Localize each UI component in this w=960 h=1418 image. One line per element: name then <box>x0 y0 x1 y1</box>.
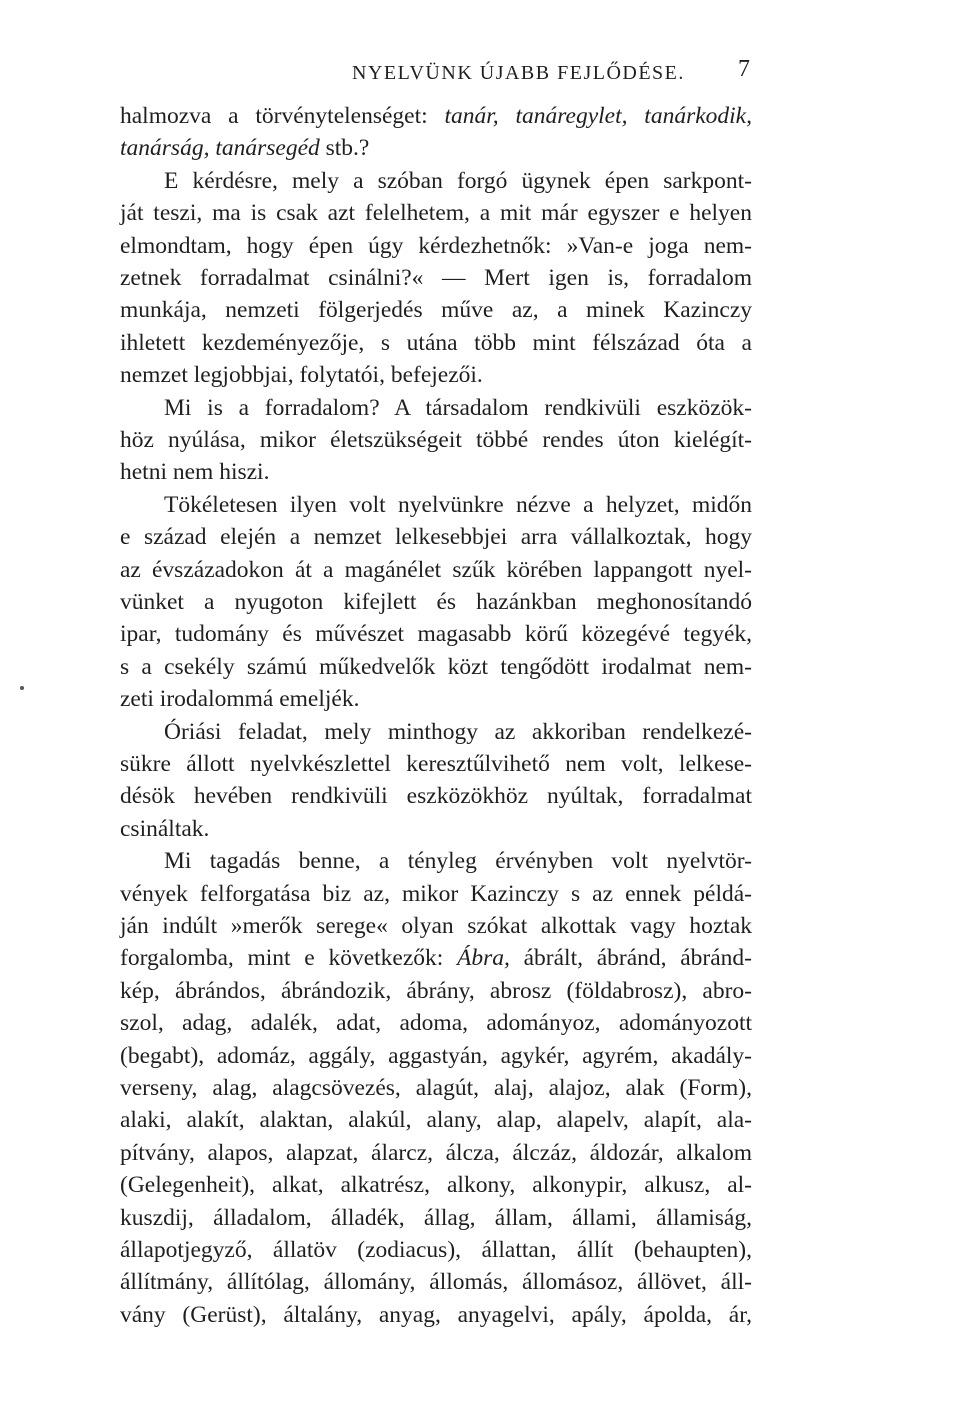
text-line <box>120 556 752 592</box>
text-run: désök hevében rendkivüli eszközökhöz nyúltak, forradalmat <box>120 783 752 810</box>
running-title: NYELVÜNK ÚJABB FEJLŐDÉSE. <box>352 62 685 84</box>
text-line <box>120 1106 752 1142</box>
text-run: kuszdij, álladalom, álladék, állag, állam, állami, államiság, <box>120 1204 752 1231</box>
text-run: verseny, alag, alagcsövezés, alagút, alaj, alajoz, alak (Form), <box>120 1075 752 1101</box>
text-run: (begabt), adomáz, aggály, aggastyán, agykér, agyrém, akadály- <box>120 1042 752 1069</box>
text-run: s a csekély számú műkedvelők közt tengődött irodalmat nem- <box>120 653 752 680</box>
text-run: höz nyúlása, mikor életszükségeit többé rendes úton kielégít- <box>120 427 752 453</box>
italic-term: tanárság, tanársegéd <box>120 135 320 162</box>
text-run: Mi tagadás benne, a tényleg érvényben volt nyelvtör- <box>164 848 752 875</box>
text-line <box>164 167 752 203</box>
text-line <box>120 620 752 656</box>
text-line <box>120 588 752 624</box>
page-number: 7 <box>738 56 750 82</box>
text-run: alaki, alakít, alaktan, alakúl, alany, alap, alapelv, alapít, ala- <box>120 1107 752 1134</box>
text-run: hetni nem hiszi. <box>120 459 270 486</box>
italic-term: tanár, tanáregylet, tanárkodik, <box>444 103 752 129</box>
text-line <box>120 815 752 851</box>
text-line <box>164 491 752 527</box>
text-run: állapotjegyző, állatöv (zodiacus), állattan, állít (behaupten), <box>120 1237 752 1263</box>
text-run: szol, adag, adalék, adat, adoma, adományoz, adományozott <box>120 1010 752 1037</box>
text-line <box>120 361 752 397</box>
text-run: csináltak. <box>120 815 210 842</box>
text-line <box>120 102 752 138</box>
text-line <box>120 296 752 332</box>
text-run: stb.? <box>319 135 370 162</box>
text-run: Tökéletesen ilyen volt nyelvünkre nézve a helyzet, midőn <box>164 491 752 518</box>
text-line <box>120 1074 752 1110</box>
text-line <box>120 685 752 721</box>
text-run: sükre állott nyelvkészlettel keresztűlvihető nem volt, lelkese- <box>120 751 752 777</box>
margin-speck <box>20 686 24 690</box>
text-line <box>120 523 752 559</box>
text-line <box>120 199 752 235</box>
text-run: e század elején a nemzet lelkesebbjei arra vállalkoztak, hogy <box>120 524 752 551</box>
text-run: kép, ábrándos, ábrándozik, ábrány, abrosz (földabrosz), abro- <box>120 977 752 1004</box>
text-line <box>120 458 752 494</box>
text-line <box>120 944 752 980</box>
text-line <box>120 750 752 786</box>
text-run: (Gelegenheit), alkat, alkatrész, alkony, alkonypir, alkusz, al- <box>120 1172 752 1199</box>
text-run: ját teszi, ma is csak azt felelhetem, a mit már egyszer e helyen <box>120 200 752 227</box>
text-line <box>120 1301 752 1337</box>
text-line <box>164 394 752 430</box>
text-line <box>120 232 752 268</box>
text-run: E kérdésre, mely a szóban forgó ügynek épen sarkpont- <box>164 167 752 194</box>
text-line <box>120 977 752 1013</box>
text-run: halmozva a törvénytelenséget: <box>120 103 445 129</box>
text-line <box>120 1171 752 1207</box>
text-line <box>164 718 752 754</box>
text-line <box>120 1268 752 1304</box>
text-line <box>120 1139 752 1175</box>
text-line <box>120 1009 752 1045</box>
text-run: az évszázadokon át a magánélet szűk körében lappangott nyel- <box>120 556 752 583</box>
text-run: ábrált, ábránd, ábránd- <box>509 945 752 972</box>
text-line <box>164 847 752 883</box>
text-line <box>120 1204 752 1240</box>
text-run: Mi is a forradalom? A társadalom rendkivüli eszközök- <box>164 394 752 421</box>
text-run: zetnek forradalmat csinálni?« — Mert igen is, forradalom <box>120 265 752 291</box>
text-line <box>120 134 752 170</box>
text-run: Óriási feladat, mely minthogy az akkoriban rendelkezé- <box>164 718 752 745</box>
text-run: elmondtam, hogy épen úgy kérdezhetnők: »Van-e joga nem- <box>120 232 752 259</box>
text-line <box>120 782 752 818</box>
text-run: vünket a nyugoton kifejlett és hazánkban meghonosítandó <box>120 589 752 615</box>
text-run: forgalomba, mint e következők: <box>120 945 458 972</box>
text-line <box>120 912 752 948</box>
text-line <box>120 1236 752 1272</box>
text-line <box>120 264 752 300</box>
text-line <box>120 880 752 916</box>
text-run: vények felforgatása biz az, mikor Kazinczy s az ennek példá- <box>120 880 752 907</box>
text-run: állítmány, állítólag, állomány, állomás, állomásoz, állövet, áll- <box>120 1269 752 1296</box>
text-line <box>120 653 752 689</box>
text-line <box>120 1042 752 1078</box>
text-line <box>120 426 752 462</box>
text-run: ipar, tudomány és művészet magasabb körű közegévé tegyék, <box>120 621 752 648</box>
italic-term: Ábra, <box>457 945 510 972</box>
text-run: vány (Gerüst), általány, anyag, anyagelvi, apály, ápolda, ár, <box>120 1301 752 1328</box>
text-run: ján indúlt »merők serege« olyan szókat alkottak vagy hoztak <box>120 913 752 939</box>
text-run: ihletett kezdeményezője, s utána több mint félszázad óta a <box>120 329 752 356</box>
text-run: pítvány, alapos, alapzat, álarcz, álcza, álczáz, áldozár, alkalom <box>120 1139 752 1166</box>
text-run: munkája, nemzeti fölgerjedés műve az, a minek Kazinczy <box>120 297 752 324</box>
text-run: zeti irodalommá emeljék. <box>120 686 360 713</box>
text-run: nemzet legjobbjai, folytatói, befejezői. <box>120 362 483 389</box>
text-line <box>120 329 752 365</box>
